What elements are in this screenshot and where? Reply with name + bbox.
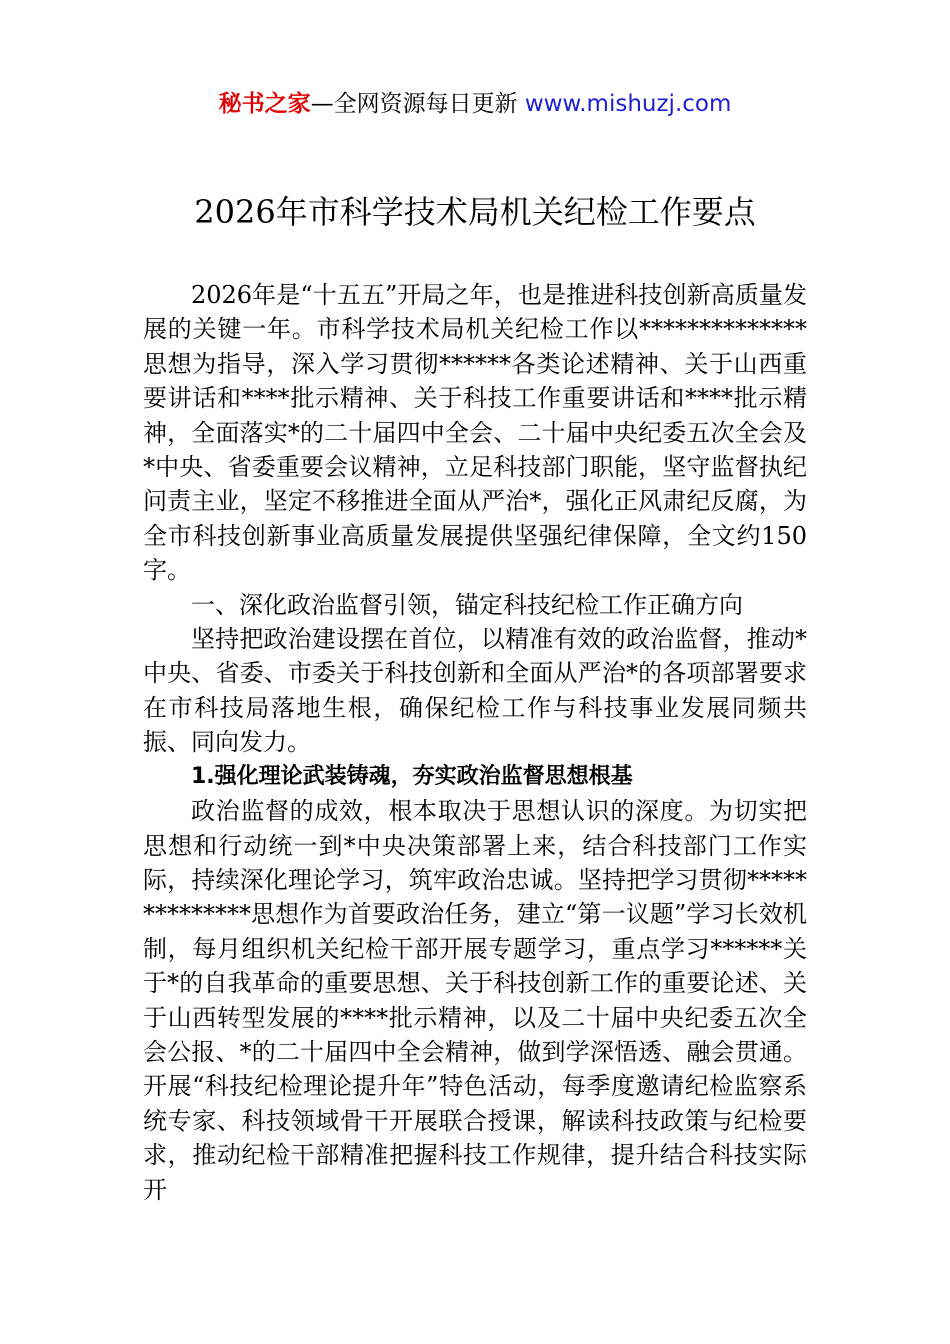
document-body bbox=[143, 278, 807, 1207]
document-title: 2026年市科学技术局机关纪检工作要点 bbox=[194, 193, 756, 231]
header-banner bbox=[0, 88, 950, 120]
intro-paragraph: 2026年是“十五五”开局之年，也是推进科技创新高质量发展的关键一年。市科学技术局机关纪检工作以**************思想为指导，深入学习贯彻******各类论述精神、关于山西重要讲话和****批示精神、关于科技工作重要讲话和****批示精神，全面落实*的二十届四中全会、二十届中央纪委五次全会及*中央、省委重要会议精神，立足科技部门职能，坚守监督执纪问责主业，坚定不移推进全面从严治*，强化正风肃纪反腐，为全市科技创新事业高质量发展提供坚强纪律保障，全文约150字。 bbox=[143, 281, 807, 585]
brand-name: 秘书之家 bbox=[218, 91, 311, 117]
section-heading-1: 一、深化政治监督引领，锚定科技纪检工作正确方向 bbox=[191, 590, 743, 619]
subsection-paragraph: 政治监督的成效，根本取决于思想认识的深度。为切实把思想和行动统一到*中央决策部署上来，结合科技部门工作实际，持续深化理论学习，筑牢政治忠诚。坚持把学习贯彻**************思想作为首要政治任务，建立“第一议题”学习长效机制，每月组织机关纪检干部开展专题学习，重点学习******关于*的自我革命的重要思想、关于科技创新工作的重要论述、关于山西转型发展的****批示精神，以及二十届中央纪委五次全会公报、*的二十届四中全会精神，做到学深悟透、融会贯通。开展“科技纪检理论提升年”特色活动，每季度邀请纪检监察系统专家、科技领域骨干开展联合授课，解读科技政策与纪检要求，推动纪检干部精准把握科技工作规律，提升结合科技实际开 bbox=[143, 797, 807, 1204]
banner-tagline: —全网资源每日更新 bbox=[310, 91, 525, 117]
section-paragraph: 坚持把政治建设摆在首位，以精准有效的政治监督，推动*中央、省委、市委关于科技创新和全面从严治*的各项部署要求在市科技局落地生根，确保纪检工作与科技事业发展同频共振、同向发力。 bbox=[143, 625, 807, 757]
site-url-link[interactable]: www.mishuzj.com bbox=[524, 91, 732, 117]
subsection-heading-1: 1.强化理论武装铸魂，夯实政治监督思想根基 bbox=[191, 763, 633, 789]
